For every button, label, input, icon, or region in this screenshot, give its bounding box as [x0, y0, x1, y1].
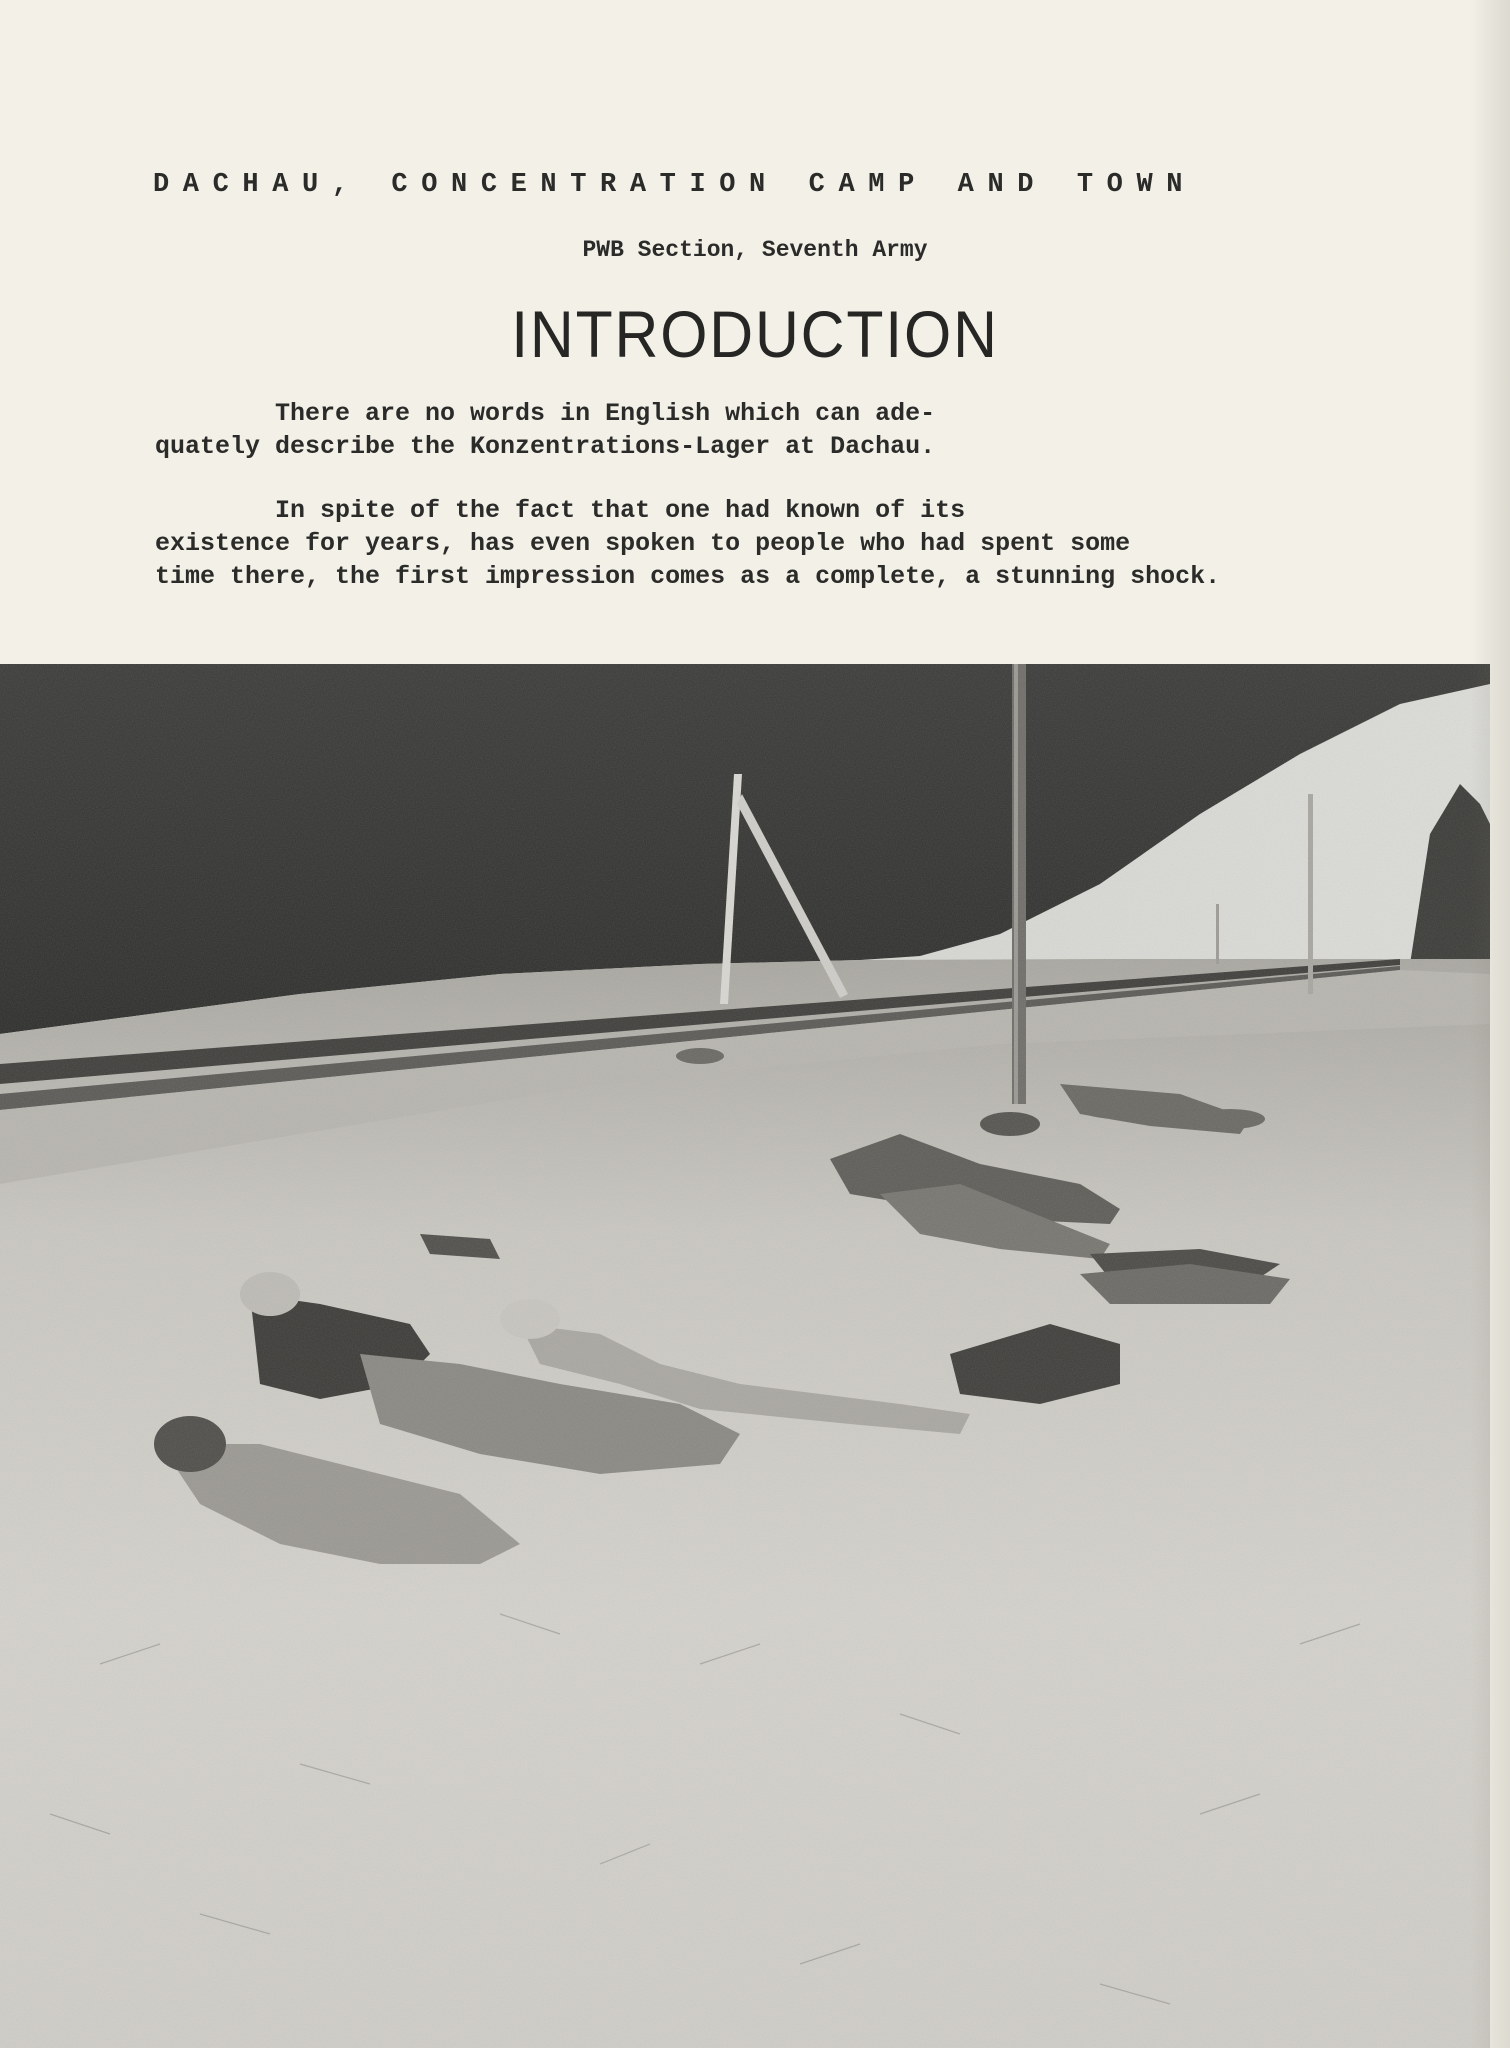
- paragraph-2-line-2: existence for years, has even spoken to people who had spent some: [155, 529, 1131, 558]
- paragraph-1-line-1: There are no words in English which can ade-: [155, 399, 936, 428]
- photograph: [0, 664, 1490, 2048]
- paragraph-2: [155, 494, 1220, 593]
- paragraph-1: [155, 397, 935, 463]
- byline: PWB Section, Seventh Army: [582, 237, 928, 263]
- paragraph-2-line-1: In spite of the fact that one had known of its: [155, 496, 966, 525]
- paragraph-2-line-3: time there, the first impression comes as a complete, a stunning shock.: [155, 562, 1221, 591]
- paragraph-1-line-2: quately describe the Konzentrations-Lager at Dachau.: [155, 432, 936, 461]
- section-heading: INTRODUCTION: [511, 297, 999, 371]
- binding-shadow: [1470, 0, 1510, 2048]
- running-head: DACHAU, CONCENTRATION CAMP AND TOWN: [153, 170, 1197, 200]
